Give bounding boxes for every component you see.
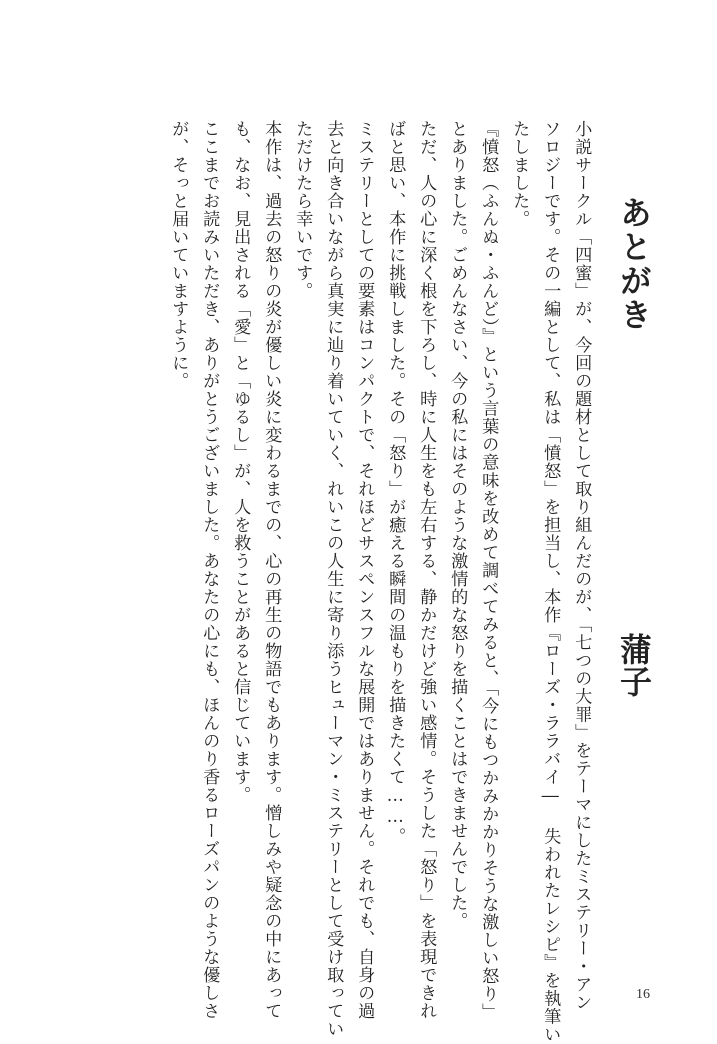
body-line: ばと思い、本作に挑戦しました。その「怒り」が癒える瞬間の温もりを描きたくて……。 xyxy=(385,120,406,846)
author-name: 蒲子 xyxy=(615,633,653,697)
page-number: 16 xyxy=(636,987,650,1002)
body-line: ソロジーです。その一編として、私は「憤怒」を担当し、本作『ローズ・ララバイ― 失われたレシピ』を執筆い xyxy=(540,120,561,1044)
body-line: たしました。 xyxy=(509,120,530,228)
body-line: ただ、人の心に深く根を下ろし、時に人生をも左右する、静かだけど強い感情。そうした「怒り」を表現できれ xyxy=(416,120,437,1020)
body-line: 小説サークル「四蜜」が、今回の題材として取り組んだのが、「七つの大罪」をテーマにしたミステリー・アン xyxy=(571,120,592,1012)
body-line: 本作は、過去の怒りの炎が優しい炎に変わるまでの、心の再生の物語でもあります。憎しみや疑念の中にあって xyxy=(261,120,282,1020)
body-line: ただけたら幸いです。 xyxy=(292,120,313,300)
body-line: が、そっと届いていますように。 xyxy=(168,120,189,390)
body-line: 『憤怒（ふんぬ・ふんど）』という言葉の意味を改めて調べてみると、「今にもつかみかかりそうな激しい怒り」 xyxy=(478,120,499,1021)
body-line: 去と向き合いながら真実に辿り着いていく、れいこの人生に寄り添うヒューマン・ミステリーとして受け取ってい xyxy=(323,120,344,1038)
body-line: も、なお、見出される「愛」と「ゆるし」が、人を救うことがあると信じています。 xyxy=(230,120,251,804)
body-line: とありました。ごめんなさい、今の私にはそのような激情的な怒りを描くことはできませんでした。 xyxy=(447,120,468,930)
body-line: ここまでお読みいただき、ありがとうございました。あなたの心にも、ほんのり香るローズパンのような優しさ xyxy=(199,120,220,1020)
body-line: ミステリーとしての要素はコンパクトで、それほどサスペンスフルな展開ではありません。それでも、自身の過 xyxy=(354,120,375,1020)
afterword-title: あとがき xyxy=(615,196,653,332)
